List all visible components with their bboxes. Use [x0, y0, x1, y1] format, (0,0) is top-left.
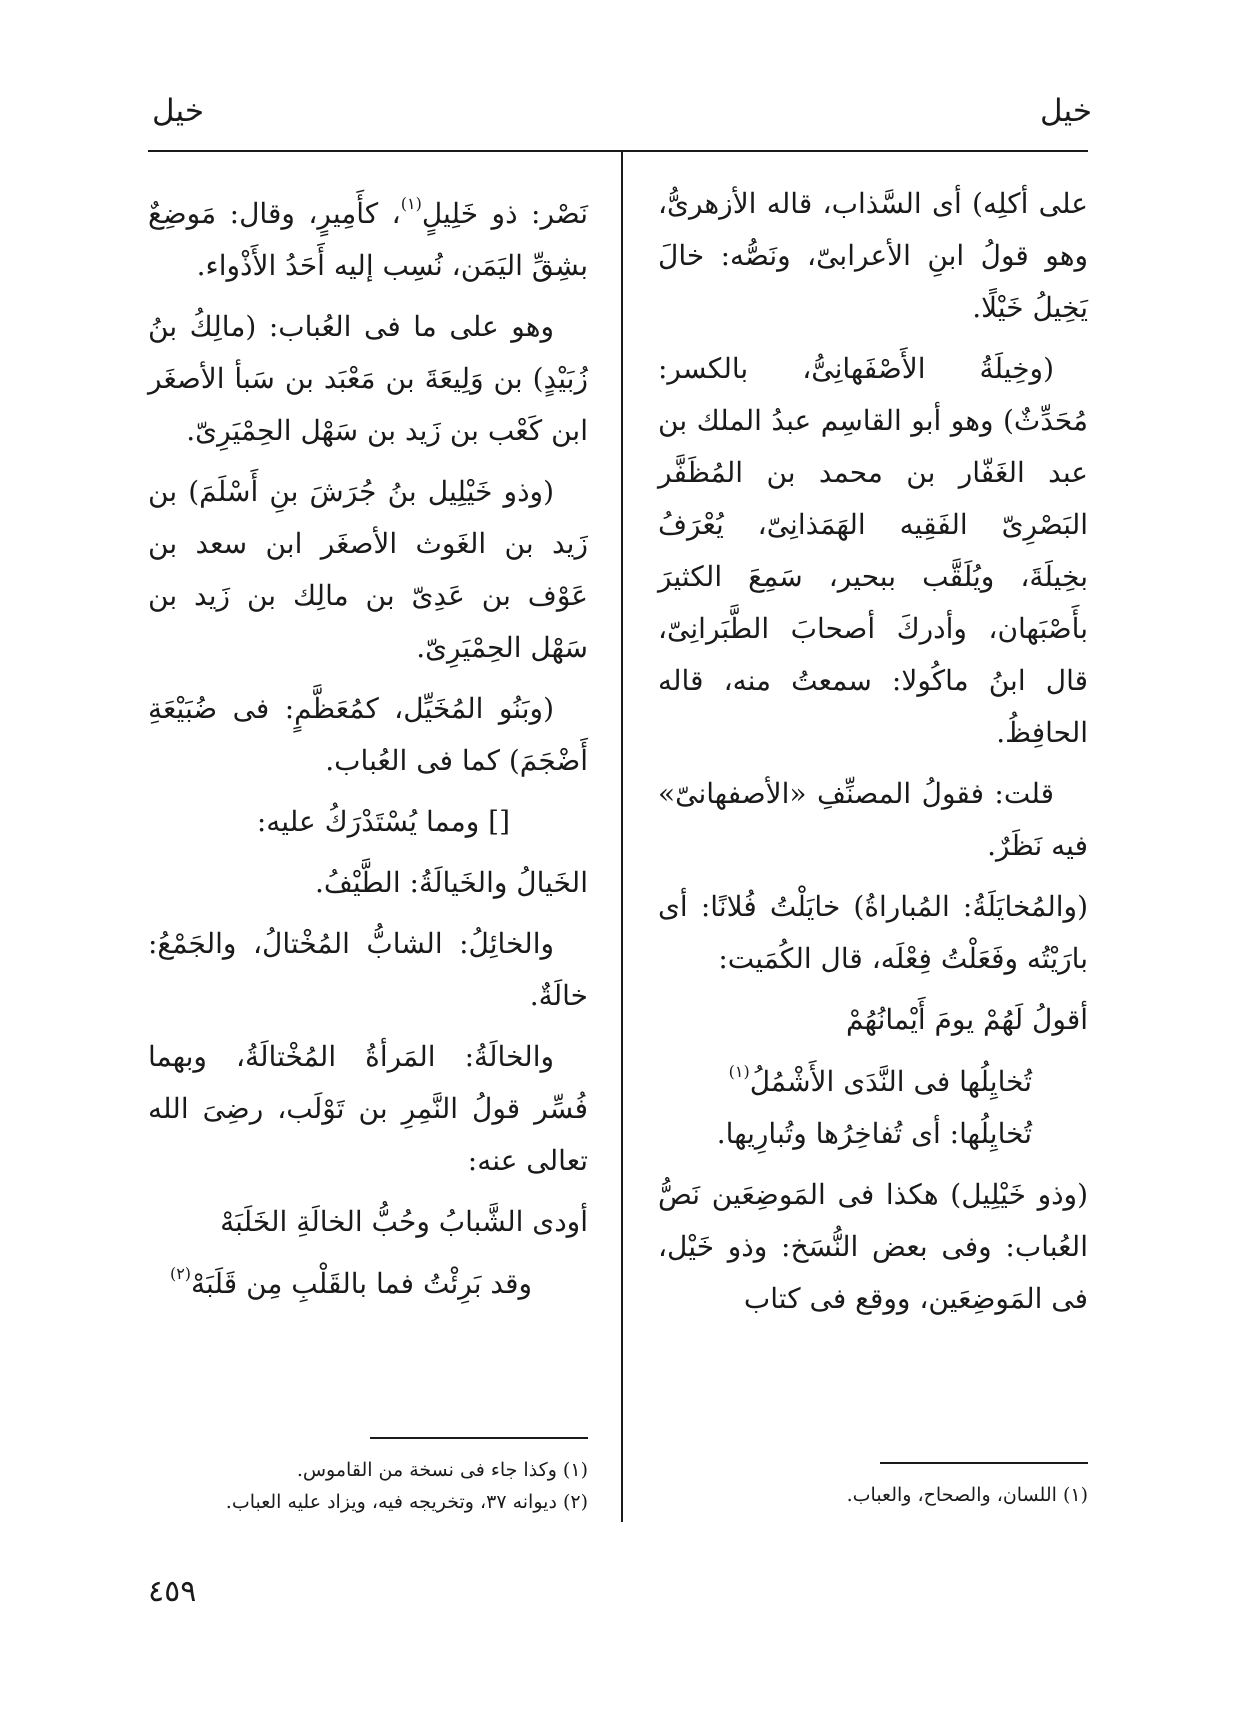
verse-line: أقولُ لَهُمْ يومَ أَيْمانُهُمْ: [846, 1003, 1088, 1036]
header-rule: [148, 150, 1088, 152]
left-column: [148, 178, 588, 1310]
footnote: (١) اللسان، والصحاح، والعباب.: [846, 1484, 1088, 1506]
footnote-reference: (١): [728, 1062, 750, 1081]
footnote-rule: [880, 1462, 1088, 1464]
verse-text: تُخايِلُها فى النَّدَى الأَشْمُلُ: [749, 1065, 1032, 1098]
running-header-left: خيل: [152, 93, 204, 129]
page-number: ٤٥٩: [148, 1574, 197, 1609]
paragraph: قلت: فقولُ المصنِّفِ «الأصفهانىّ» فيه نَظَرٌ.: [658, 777, 1088, 862]
paragraph-text: ، كأَمِيرٍ، وقال: مَوضِعٌ بشِقِّ اليَمَن، نُسِب إليه أَحَدُ الأَذْواء.: [148, 197, 588, 282]
paragraph: الخَيالُ والخَيالَةُ: الطَّيْفُ.: [315, 866, 588, 899]
verse-line: [658, 1046, 1088, 1108]
paragraph: والخالَةُ: المَرأةُ المُخْتالَةُ، وبهما فُسِّر قولُ النَّمِرِ بن تَوْلَب، رضِىَ الله تعالى عنه:: [148, 1040, 588, 1177]
footnote: (٢) ديوانه ٣٧، وتخريجه فيه، ويزاد عليه العباب.: [225, 1491, 588, 1513]
verse-line: أودى الشَّبابُ وحُبُّ الخالَةِ الخَلَبَهْ: [220, 1205, 588, 1238]
paragraph: (والمُخايَلَةُ: المُباراةُ) خايَلْتُ فُلانًا: أى بارَيْتُه وفَعَلْتُ فِعْلَه، قال الكُمَيت:: [658, 890, 1088, 975]
paragraph: [] ومما يُسْتَدْرَكُ عليه:: [256, 805, 510, 838]
paragraph: والخائِلُ: الشابُّ المُخْتالُ، والجَمْعُ: خالَةٌ.: [148, 927, 588, 1012]
footnote-reference: (١): [400, 194, 422, 213]
paragraph: وهو على ما فى العُباب: (مالِكُ بنُ زُبَيْدٍ) بن وَلِيعَةَ بن مَعْبَد بن سَبأ الأصغَر ابن كَعْب بن زَيد بن سَهْل الحِمْيَرِىّ.: [148, 310, 588, 447]
footnote-reference: (٢): [169, 1264, 192, 1283]
paragraph: [148, 178, 588, 292]
paragraph-text: نَصْر: ذو خَلِيلٍ: [421, 197, 589, 230]
footnote: (١) وكذا جاء فى نسخة من القاموس.: [296, 1459, 588, 1481]
running-header-right: خيل: [1040, 93, 1092, 129]
paragraph: (وذو خَيْلِيل) هكذا فى المَوضِعَين نَصُّ العُباب: وفى بعض النُّسَخ: وذو خَيْل، فى المَوضِعَين، ووقع فى كتاب: [658, 1178, 1088, 1315]
gloss-line: تُخايِلُها: أى تُفاخِرُها وتُبارِيها.: [716, 1117, 1032, 1150]
paragraph: (وخِيلَةُ الأَصْفَهانِىُّ، بالكسر: مُحَدِّثٌ) وهو أبو القاسِم عبدُ الملك بن عبد الغَفّار بن محمد بن المُظَفَّر البَصْرِىّ الفَقِيه الهَمَذانِىّ، يُعْرَفُ بخِيلَةَ، ويُلَقَّب ببحير، سَمِعَ الكثيرَ بأَصْبَهان، وأدركَ أصحابَ الطَّبَرانِىّ، قال ابنُ ماكُولا: سمعتُ منه، قاله الحافِظُ.: [658, 352, 1088, 749]
paragraph: على أكلِه) أى السَّذاب، قاله الأزهرىُّ، وهو قولُ ابنِ الأعرابىّ، ونَصُّه: خالَ يَخِيلُ خَيْلًا.: [658, 187, 1088, 324]
right-column: [658, 178, 1088, 1334]
column-divider: [621, 152, 623, 1522]
footnote-rule: [370, 1437, 588, 1439]
verse-text: وقد بَرِئْتُ فما بالقَلْبِ مِن قَلَبَهْ: [191, 1267, 532, 1300]
paragraph: (وذو خَيْلِيل بنُ جُرَشَ بنِ أَسْلَمَ) بن زَيد بن الغَوث الأصغَر ابن سعد بن عَوْف بن عَدِىّ بن مالِك بن زَيد بن سَهْل الحِمْيَرِىّ.: [148, 475, 588, 664]
paragraph: (وبَنُو المُخَيِّل، كمُعَظَّمٍ: فى ضُبَيْعَةِ أَضْجَمَ) كما فى العُباب.: [148, 692, 588, 777]
verse-line: [148, 1248, 588, 1310]
